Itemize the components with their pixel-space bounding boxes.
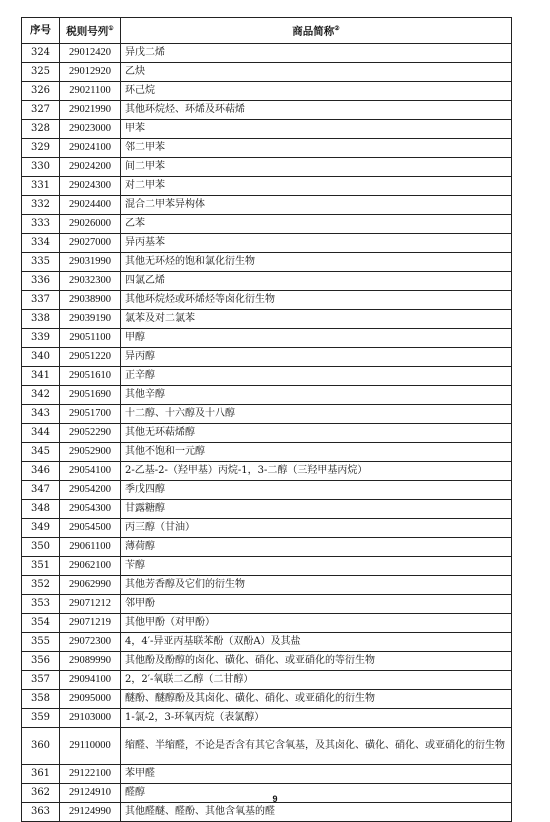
row-code: 29024100 — [60, 138, 121, 157]
table-row — [22, 347, 512, 366]
row-code: 29054300 — [60, 499, 121, 518]
row-code: 29094100 — [60, 670, 121, 689]
row-seq: 353 — [22, 594, 60, 613]
row-name: 苄醇 — [121, 556, 512, 575]
row-name: 薄荷醇 — [121, 537, 512, 556]
table-row — [22, 461, 512, 480]
row-code: 29021990 — [60, 100, 121, 119]
row-name: 乙炔 — [121, 62, 512, 81]
table-row — [22, 43, 512, 62]
table-row — [22, 727, 512, 764]
row-name: 邻甲酚 — [121, 594, 512, 613]
row-code: 29039190 — [60, 309, 121, 328]
row-name: 乙苯 — [121, 214, 512, 233]
row-name: 苯甲醛 — [121, 764, 512, 783]
header-name-label: 商品简称 — [292, 25, 335, 38]
row-name: 其他无环萜烯醇 — [121, 423, 512, 442]
header-code — [60, 18, 121, 44]
table-row — [22, 62, 512, 81]
table-row — [22, 214, 512, 233]
header-seq-label: 序号 — [30, 23, 51, 36]
table-row — [22, 518, 512, 537]
row-name: 其他酚及酚醇的卤化、磺化、硝化、或亚硝化的等衍生物 — [121, 651, 512, 670]
table-row — [22, 366, 512, 385]
row-name: 异戊二烯 — [121, 43, 512, 62]
row-name: 其他甲酚（对甲酚） — [121, 613, 512, 632]
row-code: 29071212 — [60, 594, 121, 613]
row-name: 丙三醇（甘油） — [121, 518, 512, 537]
table-header-row — [22, 18, 512, 44]
row-code: 29051700 — [60, 404, 121, 423]
row-seq: 354 — [22, 613, 60, 632]
row-code: 29012920 — [60, 62, 121, 81]
header-name — [121, 18, 512, 44]
row-seq: 344 — [22, 423, 60, 442]
row-name: 甲苯 — [121, 119, 512, 138]
table-row — [22, 385, 512, 404]
row-code: 29032300 — [60, 271, 121, 290]
row-name: 1-氯-2，3-环氧丙烷（表氯醇） — [121, 708, 512, 727]
table-row — [22, 100, 512, 119]
row-name: 间二甲苯 — [121, 157, 512, 176]
row-code: 29038900 — [60, 290, 121, 309]
row-name: 对二甲苯 — [121, 176, 512, 195]
row-code: 29027000 — [60, 233, 121, 252]
table-row — [22, 575, 512, 594]
row-name: 其他醛醚、醛酚、其他含氧基的醛 — [121, 802, 512, 821]
row-code: 29026000 — [60, 214, 121, 233]
row-seq: 359 — [22, 708, 60, 727]
row-code: 29095000 — [60, 689, 121, 708]
row-seq: 360 — [22, 727, 60, 764]
row-name: 其他环烷烃或环烯烃等卤化衍生物 — [121, 290, 512, 309]
table-row — [22, 537, 512, 556]
table-row — [22, 764, 512, 783]
row-seq: 350 — [22, 537, 60, 556]
row-name: 醛醇 — [121, 783, 512, 802]
row-seq: 326 — [22, 81, 60, 100]
row-name: 异丙醇 — [121, 347, 512, 366]
row-seq: 333 — [22, 214, 60, 233]
row-name: 其他辛醇 — [121, 385, 512, 404]
row-name: 其他芳香醇及它们的衍生物 — [121, 575, 512, 594]
table-row — [22, 708, 512, 727]
tariff-table — [21, 17, 512, 822]
row-name: 4，4′-异亚丙基联苯酚（双酚A）及其盐 — [121, 632, 512, 651]
row-code: 29051690 — [60, 385, 121, 404]
row-code: 29124990 — [60, 802, 121, 821]
table-row — [22, 252, 512, 271]
row-name: 2-乙基-2-（羟甲基）丙烷-1，3-二醇（三羟甲基丙烷） — [121, 461, 512, 480]
row-seq: 337 — [22, 290, 60, 309]
row-seq: 325 — [22, 62, 60, 81]
table-row — [22, 309, 512, 328]
table-row — [22, 613, 512, 632]
row-seq: 334 — [22, 233, 60, 252]
table-row — [22, 689, 512, 708]
row-code: 29051100 — [60, 328, 121, 347]
page-number: 9 — [272, 794, 278, 804]
row-seq: 324 — [22, 43, 60, 62]
table-row — [22, 328, 512, 347]
row-code: 29122100 — [60, 764, 121, 783]
row-seq: 345 — [22, 442, 60, 461]
row-seq: 342 — [22, 385, 60, 404]
row-name: 四氯乙烯 — [121, 271, 512, 290]
table-row — [22, 442, 512, 461]
header-code-footnote: ① — [108, 25, 114, 32]
row-code: 29062100 — [60, 556, 121, 575]
row-name: 环己烷 — [121, 81, 512, 100]
row-seq: 341 — [22, 366, 60, 385]
row-name: 醚酚、醚醇酚及其卤化、磺化、硝化、或亚硝化的衍生物 — [121, 689, 512, 708]
header-code-label: 税则号列 — [66, 25, 109, 38]
row-code: 29052290 — [60, 423, 121, 442]
row-code: 29031990 — [60, 252, 121, 271]
row-seq: 343 — [22, 404, 60, 423]
table-row — [22, 651, 512, 670]
row-code: 29024300 — [60, 176, 121, 195]
row-code: 29071219 — [60, 613, 121, 632]
row-code: 29024200 — [60, 157, 121, 176]
row-seq: 346 — [22, 461, 60, 480]
row-code: 29089990 — [60, 651, 121, 670]
row-name: 其他无环烃的饱和氯化衍生物 — [121, 252, 512, 271]
row-code: 29110000 — [60, 727, 121, 764]
row-seq: 348 — [22, 499, 60, 518]
table-row — [22, 81, 512, 100]
row-code: 29024400 — [60, 195, 121, 214]
row-name: 正辛醇 — [121, 366, 512, 385]
row-seq: 332 — [22, 195, 60, 214]
row-name: 邻二甲苯 — [121, 138, 512, 157]
table-row — [22, 290, 512, 309]
row-seq: 329 — [22, 138, 60, 157]
row-code: 29012420 — [60, 43, 121, 62]
row-code: 29021100 — [60, 81, 121, 100]
row-seq: 347 — [22, 480, 60, 499]
table-row — [22, 119, 512, 138]
table-row — [22, 802, 512, 821]
row-code: 29103000 — [60, 708, 121, 727]
table-row — [22, 138, 512, 157]
row-code: 29051220 — [60, 347, 121, 366]
row-code: 29054200 — [60, 480, 121, 499]
table-row — [22, 271, 512, 290]
row-seq: 338 — [22, 309, 60, 328]
table-row — [22, 480, 512, 499]
table-row — [22, 404, 512, 423]
row-seq: 336 — [22, 271, 60, 290]
row-code: 29054100 — [60, 461, 121, 480]
row-seq: 357 — [22, 670, 60, 689]
row-seq: 363 — [22, 802, 60, 821]
header-seq — [22, 18, 60, 44]
row-seq: 361 — [22, 764, 60, 783]
table-row — [22, 556, 512, 575]
row-name: 十二醇、十六醇及十八醇 — [121, 404, 512, 423]
row-name: 甘露糖醇 — [121, 499, 512, 518]
table-row — [22, 195, 512, 214]
row-code: 29054500 — [60, 518, 121, 537]
row-seq: 331 — [22, 176, 60, 195]
row-name: 其他不饱和一元醇 — [121, 442, 512, 461]
row-seq: 349 — [22, 518, 60, 537]
row-name: 缩醛、半缩醛，不论是否含有其它含氧基，及其卤化、磺化、硝化、或亚硝化的衍生物 — [121, 727, 512, 764]
row-seq: 362 — [22, 783, 60, 802]
table-row — [22, 233, 512, 252]
row-name: 氯苯及对二氯苯 — [121, 309, 512, 328]
row-name: 甲醇 — [121, 328, 512, 347]
row-code: 29124910 — [60, 783, 121, 802]
row-seq: 328 — [22, 119, 60, 138]
row-seq: 330 — [22, 157, 60, 176]
table-row — [22, 632, 512, 651]
row-code: 29052900 — [60, 442, 121, 461]
table-row — [22, 176, 512, 195]
row-seq: 327 — [22, 100, 60, 119]
row-seq: 358 — [22, 689, 60, 708]
row-seq: 339 — [22, 328, 60, 347]
row-name: 异丙基苯 — [121, 233, 512, 252]
table-row — [22, 157, 512, 176]
row-code: 29062990 — [60, 575, 121, 594]
row-code: 29072300 — [60, 632, 121, 651]
row-name: 季戊四醇 — [121, 480, 512, 499]
row-seq: 335 — [22, 252, 60, 271]
table-row — [22, 423, 512, 442]
row-name: 混合二甲苯异构体 — [121, 195, 512, 214]
row-name: 2，2′-氧联二乙醇（二甘醇） — [121, 670, 512, 689]
header-name-footnote: ② — [334, 25, 340, 32]
row-seq: 351 — [22, 556, 60, 575]
row-name: 其他环烷烃、环烯及环萜烯 — [121, 100, 512, 119]
table-row — [22, 670, 512, 689]
row-seq: 356 — [22, 651, 60, 670]
row-code: 29051610 — [60, 366, 121, 385]
row-code: 29023000 — [60, 119, 121, 138]
row-seq: 352 — [22, 575, 60, 594]
row-seq: 355 — [22, 632, 60, 651]
row-seq: 340 — [22, 347, 60, 366]
row-code: 29061100 — [60, 537, 121, 556]
table-row — [22, 499, 512, 518]
table-row — [22, 594, 512, 613]
